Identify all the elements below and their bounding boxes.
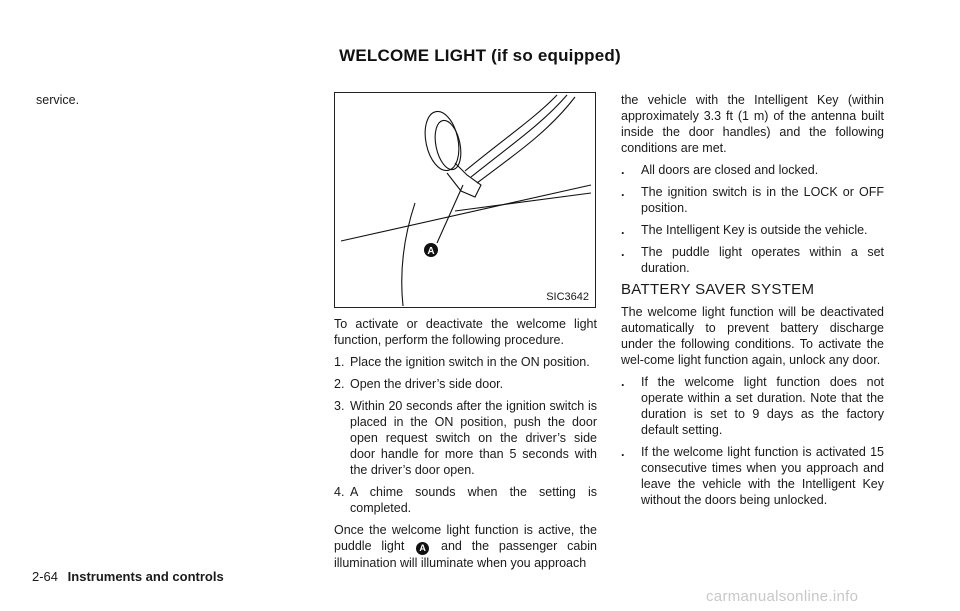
mirror-illustration: [334, 92, 596, 308]
column-left: [36, 92, 266, 114]
step-text: Open the driver’s side door.: [350, 377, 504, 391]
bullet-text: If the welcome light function does not operate within a set duration. Note that the duration is set to 9 days as the factory default setting.: [641, 375, 884, 437]
step-number: 2.: [334, 377, 345, 391]
bullet-icon: .: [621, 163, 625, 177]
bullet-icon: .: [621, 445, 625, 459]
text-run: and the passenger cabin illumination will illuminate when you approach: [334, 539, 597, 570]
step-number: 1.: [334, 355, 345, 369]
bullet-text: The ignition switch is in the LOCK or OFF position.: [641, 185, 884, 215]
bullet-icon: .: [621, 223, 625, 237]
section-heading: BATTERY SAVER SYSTEM: [621, 281, 815, 298]
paragraph: service.: [36, 93, 80, 107]
callout-a-icon: A: [416, 542, 429, 555]
paragraph: To activate or deactivate the welcome light function, perform the following procedure.: [334, 317, 597, 347]
step-text: Place the ignition switch in the ON position.: [350, 355, 590, 369]
list-item: [621, 162, 884, 178]
list-item: [334, 354, 597, 370]
list-item: [334, 398, 597, 478]
paragraph: The welcome light function will be deactivated automatically to prevent battery discharge under the following conditions. To activate the wel-come light function again, unlock any door.: [621, 305, 884, 367]
list-item: [334, 484, 597, 516]
page-footer: [32, 569, 224, 584]
bullet-text: The puddle light operates within a set duration.: [641, 245, 884, 275]
watermark: carmanualsonline.info: [706, 588, 859, 605]
step-text: Within 20 seconds after the ignition switch is placed in the ON position, push the door open request switch on the driver’s side door handle for more than 5 seconds with the driver’s door open.: [350, 399, 597, 477]
list-item: [621, 184, 884, 216]
bullet-icon: .: [621, 375, 625, 389]
bullet-text: All doors are closed and locked.: [641, 163, 819, 177]
page-number: 2-64: [32, 569, 59, 584]
list-item: [621, 374, 884, 438]
figure-id: SIC3642: [546, 291, 589, 303]
paragraph: the vehicle with the Intelligent Key (within approximately 3.3 ft (1 m) of the antenna built inside the door handles) and the following conditions are met.: [621, 93, 884, 155]
text-run: Once the welcome light function is active, the puddle light: [334, 523, 597, 553]
column-middle: [334, 316, 597, 577]
bullet-icon: .: [621, 245, 625, 259]
list-item: [621, 222, 884, 238]
bullet-icon: .: [621, 185, 625, 199]
page-title: WELCOME LIGHT (if so equipped): [339, 46, 621, 65]
column-right: [621, 92, 884, 514]
step-number: 4.: [334, 485, 345, 499]
list-item: [621, 444, 884, 508]
callout-a-label: A: [427, 246, 435, 257]
bullet-text: The Intelligent Key is outside the vehicle.: [641, 223, 868, 237]
bullet-text: If the welcome light function is activated 15 consecutive times when you approach and leave the vehicle with the Intelligent Key without the doors being unlocked.: [641, 445, 884, 507]
section-name: Instruments and controls: [67, 569, 224, 584]
paragraph: [334, 522, 597, 571]
step-text: A chime sounds when the setting is completed.: [350, 485, 597, 515]
list-item: [621, 244, 884, 276]
mirror-drawing: [335, 93, 594, 306]
list-item: [334, 376, 597, 392]
step-number: 3.: [334, 399, 345, 413]
